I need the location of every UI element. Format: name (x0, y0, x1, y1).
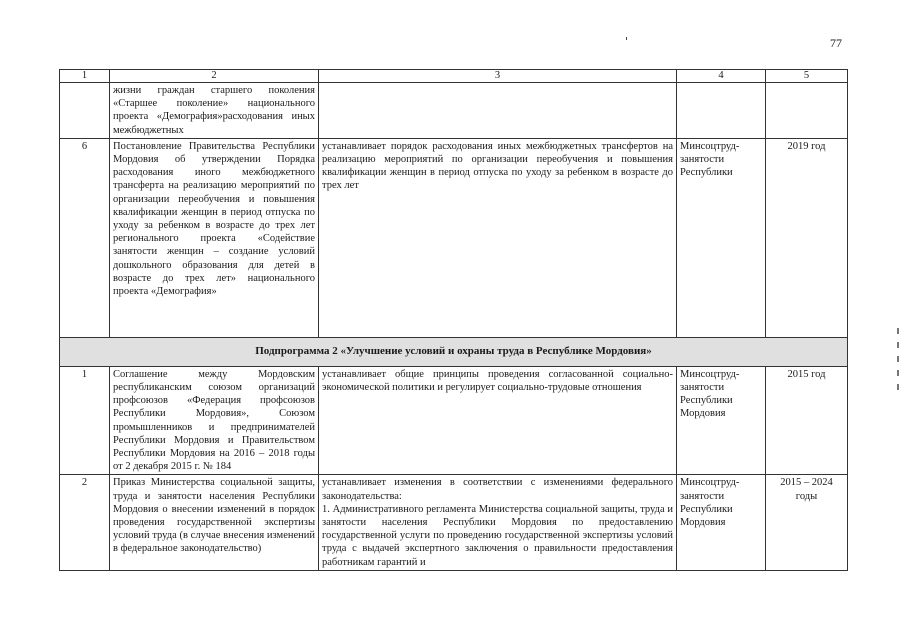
content-cell (319, 475, 677, 570)
column-number-cell: 3 (319, 70, 677, 83)
responsible-cell (677, 83, 766, 139)
column-number-cell: 4 (677, 70, 766, 83)
table-row (60, 475, 848, 570)
document-cell: жизни граждан старшего поколения «Старшее поколение» национального проекта «Демография»расходования иных межбюджетных (110, 83, 319, 139)
legal-acts-table (59, 69, 848, 571)
responsible-cell: Минсоцтруд-занятости Республики Мордовия (677, 366, 766, 475)
content-intro: устанавливает изменения в соответствии с изменениями федерального законодательства: (322, 477, 673, 502)
term-cell (766, 83, 848, 139)
row-number-cell: 2 (60, 475, 110, 570)
subprogram-heading-row (60, 337, 848, 366)
content-cell (319, 83, 677, 139)
term-cell: 2015 год (766, 366, 848, 475)
document-cell: Приказ Министерства социальной защиты, труда и занятости населения Республики Мордовия о внесении изменений в порядок проведения государственной экспертизы условий труда (в случае внесения изменений в федеральное законодательство) (110, 475, 319, 570)
content-item: 1. Административного регламента Министерства социальной защиты, труда и занятости населения Республики Мордовия по предоставлению государственной услуги по проведению государственной экспертизы условий труда с выдачей экспертного заключения о правильности предоставления работникам гарантий и (322, 503, 673, 568)
column-number-cell: 1 (60, 70, 110, 83)
table-row (60, 138, 848, 337)
content-cell: устанавливает порядок расходования иных межбюджетных трансфертов на реализацию мероприятий по организации переобучения и повышения квалификации женщин в период отпуска по уходу за ребенком в возрасте до трех лет (319, 138, 677, 337)
page-number: 77 (830, 36, 842, 50)
row-number-cell (60, 83, 110, 139)
document-cell: Постановление Правительства Республики Мордовия об утверждении Порядка расходования иного межбюджетного трансферта на реализацию мероприятий по организации переобучения и повышения квалификации женщин в период отпуска по уходу за ребенком в возрасте до трех лет регионального проекта «Содействие занятости женщин – создание условий дошкольного образования для детей в возрасте до трех лет» национального проекта «Демография» (110, 138, 319, 337)
row-number-cell: 6 (60, 138, 110, 337)
row-number-cell: 1 (60, 366, 110, 475)
term-cell: 2019 год (766, 138, 848, 337)
document-cell: Соглашение между Мордовским республиканским союзом организаций профсоюзов «Федерация профсоюзов Республики Мордовия», Союзом промышленников и предпринимателей Республики Мордовия и Правительством Республики Мордовия на 2016 – 2018 годы от 2 декабря 2015 г. № 184 (110, 366, 319, 475)
responsible-cell: Минсоцтруд-занятости Республики (677, 138, 766, 337)
table-row (60, 366, 848, 475)
scan-mark (626, 37, 627, 40)
column-number-cell: 2 (110, 70, 319, 83)
column-number-row (60, 70, 848, 83)
column-number-cell: 5 (766, 70, 848, 83)
responsible-cell: Минсоцтруд-занятости Республики Мордовия (677, 475, 766, 570)
table-row (60, 83, 848, 139)
scan-edge-marks (897, 320, 903, 398)
content-cell: устанавливает общие принципы проведения согласованной социально-экономической политики и регулирует социально-трудовые отношения (319, 366, 677, 475)
subprogram-title: Подпрограмма 2 «Улучшение условий и охраны труда в Республике Мордовия» (60, 337, 848, 366)
term-cell: 2015 – 2024 годы (766, 475, 848, 570)
